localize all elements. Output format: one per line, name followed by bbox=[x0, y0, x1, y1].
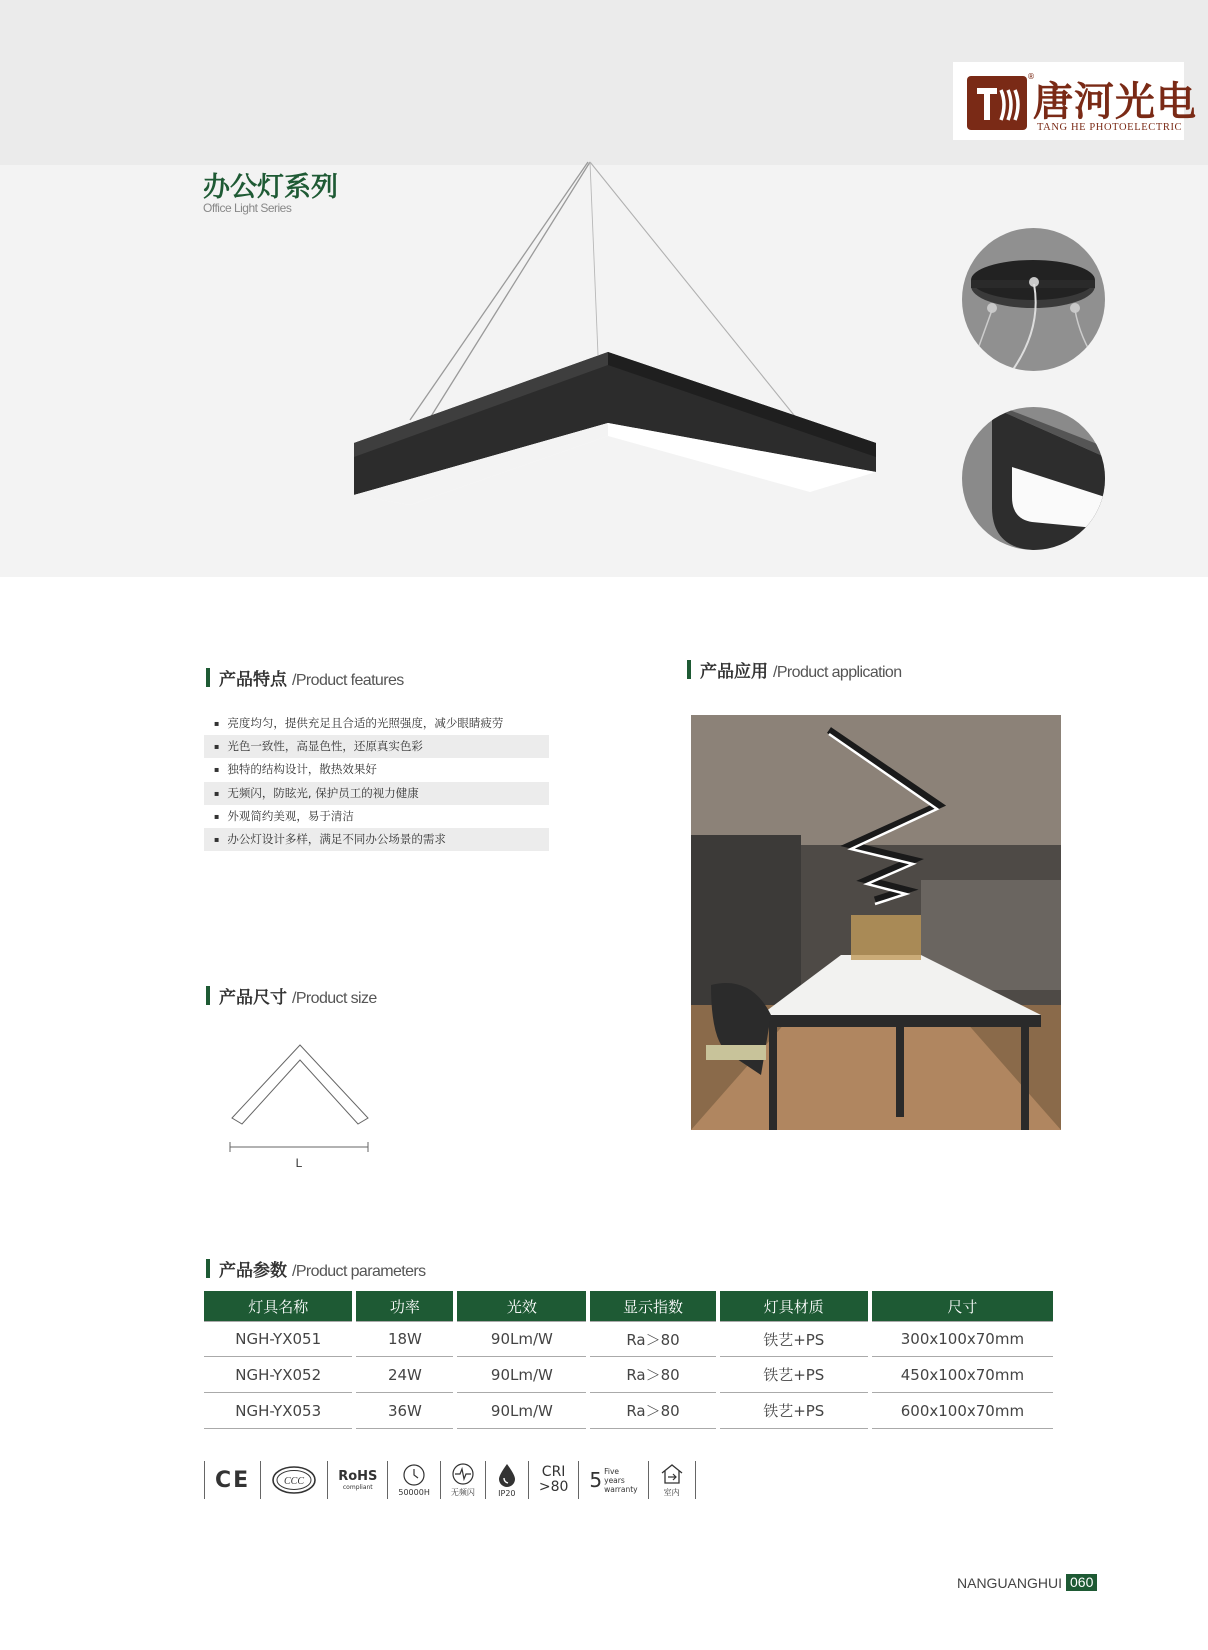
column-header: 灯具材质 bbox=[720, 1291, 868, 1321]
warranty-bottom: warranty bbox=[604, 1484, 638, 1494]
column-header: 尺寸 bbox=[872, 1291, 1053, 1321]
ip-rating-icon bbox=[485, 1461, 528, 1499]
brand-mark-icon bbox=[967, 76, 1027, 130]
table-cell: 90Lm/W bbox=[457, 1393, 586, 1429]
feature-item: ▪ 办公灯设计多样，满足不同办公场景的需求 bbox=[204, 828, 549, 851]
ce-mark-icon bbox=[204, 1461, 260, 1499]
page-footer bbox=[957, 1574, 1097, 1591]
table-cell: 600x100x70mm bbox=[872, 1393, 1053, 1429]
column-header: 显示指数 bbox=[590, 1291, 715, 1321]
brand-name-en: TANG HE PHOTOELECTRIC bbox=[1037, 122, 1183, 133]
params-heading bbox=[206, 1256, 426, 1281]
series-subtitle: Office Light Series bbox=[203, 201, 292, 215]
lifespan-label: 50000H bbox=[398, 1487, 430, 1497]
features-list bbox=[204, 712, 549, 851]
application-title-cn: 产品应用 bbox=[700, 662, 768, 682]
params-title-cn: 产品参数 bbox=[219, 1261, 287, 1281]
table-row bbox=[204, 1393, 1053, 1429]
table-cell: NGH-YX052 bbox=[204, 1357, 352, 1393]
registered-mark: ® bbox=[1027, 72, 1035, 81]
table-header-row bbox=[204, 1291, 1053, 1321]
table-row bbox=[204, 1321, 1053, 1357]
application-title-en: /Product application bbox=[773, 664, 902, 681]
table-cell: 铁艺+PS bbox=[720, 1393, 868, 1429]
warranty-top: Five bbox=[604, 1466, 620, 1476]
warranty-mid: years bbox=[604, 1475, 625, 1485]
size-heading bbox=[206, 983, 377, 1008]
features-title-cn: 产品特点 bbox=[219, 670, 287, 690]
column-header: 光效 bbox=[457, 1291, 586, 1321]
brand-name-cn: 唐河光电 bbox=[1033, 78, 1197, 125]
warranty-icon bbox=[578, 1461, 647, 1499]
ccc-text: CCC bbox=[284, 1476, 305, 1487]
footer-brand: NANGUANGHUI bbox=[957, 1574, 1063, 1591]
dimension-label: L bbox=[295, 1156, 303, 1170]
table-cell: 18W bbox=[356, 1321, 453, 1357]
table-cell: 铁艺+PS bbox=[720, 1321, 868, 1357]
params-table bbox=[200, 1291, 1057, 1429]
lifespan-icon bbox=[387, 1461, 439, 1499]
ccc-mark-icon bbox=[260, 1461, 327, 1499]
heading-bar bbox=[687, 660, 691, 679]
series-title: 办公灯系列 bbox=[203, 172, 338, 203]
rohs-text: RoHS bbox=[338, 1469, 378, 1484]
table-row bbox=[204, 1357, 1053, 1393]
product-lamp-image bbox=[340, 160, 880, 510]
feature-item: ▪ 光色一致性，高显色性，还原真实色彩 bbox=[204, 735, 549, 758]
rohs-mark-icon bbox=[327, 1461, 387, 1499]
indoor-icon bbox=[648, 1461, 696, 1499]
cri-icon bbox=[528, 1461, 579, 1499]
detail-ceiling-mount-image bbox=[962, 228, 1105, 371]
table-cell: 36W bbox=[356, 1393, 453, 1429]
table-cell: Ra＞80 bbox=[590, 1393, 715, 1429]
feature-item: ▪ 外观简约美观，易于清洁 bbox=[204, 805, 549, 828]
certification-row bbox=[204, 1458, 696, 1502]
ce-text: CE bbox=[215, 1467, 251, 1493]
table-cell: 300x100x70mm bbox=[872, 1321, 1053, 1357]
table-cell: 450x100x70mm bbox=[872, 1357, 1053, 1393]
size-title-en: /Product size bbox=[292, 990, 377, 1007]
features-heading bbox=[206, 665, 404, 690]
features-title-en: /Product features bbox=[292, 672, 404, 689]
table-cell: Ra＞80 bbox=[590, 1357, 715, 1393]
heading-bar bbox=[206, 668, 210, 687]
size-title-cn: 产品尺寸 bbox=[219, 988, 287, 1008]
table-cell: 铁艺+PS bbox=[720, 1357, 868, 1393]
table-cell: 24W bbox=[356, 1357, 453, 1393]
table-cell: Ra＞80 bbox=[590, 1321, 715, 1357]
feature-item: ▪ 独特的结构设计，散热效果好 bbox=[204, 758, 549, 781]
heading-bar bbox=[206, 1259, 210, 1278]
params-title-en: /Product parameters bbox=[292, 1263, 426, 1280]
table-cell: 90Lm/W bbox=[457, 1357, 586, 1393]
no-flicker-label: 无频闪 bbox=[450, 1487, 475, 1497]
cri-bottom: >80 bbox=[538, 1479, 569, 1495]
heading-bar bbox=[206, 986, 210, 1005]
rohs-sub: compliant bbox=[342, 1484, 373, 1491]
brand-logo bbox=[953, 62, 1197, 140]
no-flicker-icon bbox=[440, 1461, 485, 1499]
table-cell: 90Lm/W bbox=[457, 1321, 586, 1357]
indoor-label: 室内 bbox=[663, 1487, 680, 1497]
column-header: 灯具名称 bbox=[204, 1291, 352, 1321]
feature-item: ▪ 无频闪，防眩光, 保护员工的视力健康 bbox=[204, 782, 549, 805]
warranty-number: 5 bbox=[589, 1468, 603, 1492]
column-header: 功率 bbox=[356, 1291, 453, 1321]
ip-label: IP20 bbox=[498, 1488, 516, 1498]
application-heading bbox=[687, 657, 902, 682]
table-cell: NGH-YX051 bbox=[204, 1321, 352, 1357]
size-diagram bbox=[222, 1040, 372, 1170]
page-number: 060 bbox=[1066, 1574, 1097, 1591]
feature-item: ▪ 亮度均匀，提供充足且合适的光照强度，减少眼睛疲劳 bbox=[204, 712, 549, 735]
application-office-photo bbox=[691, 715, 1061, 1130]
detail-corner-image bbox=[962, 407, 1105, 550]
cri-top: CRI bbox=[541, 1464, 566, 1480]
table-cell: NGH-YX053 bbox=[204, 1393, 352, 1429]
